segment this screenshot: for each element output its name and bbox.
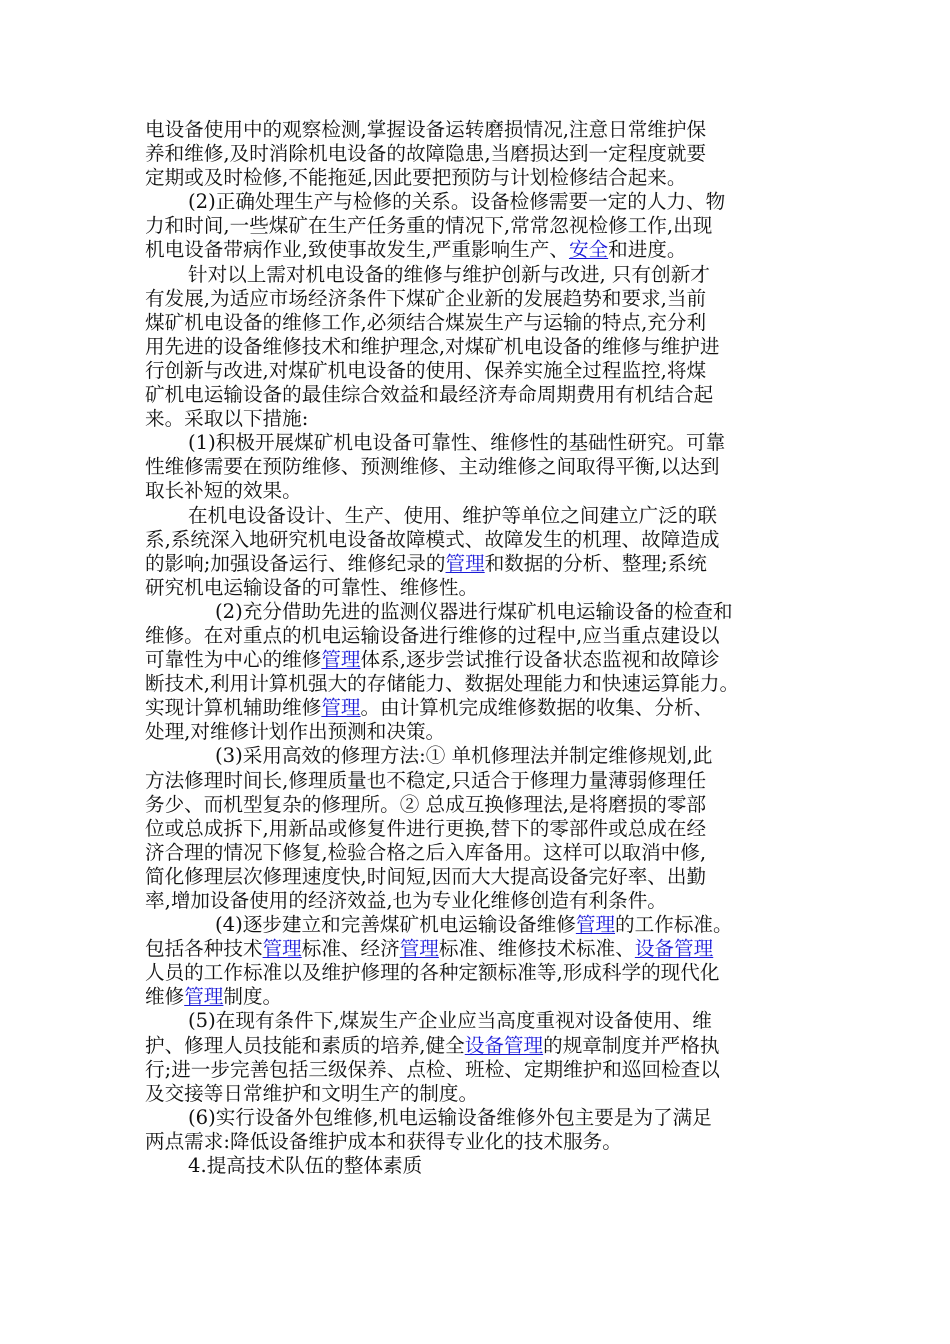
text-line [145,238,813,262]
text-segment: (1)积极开展煤矿机电设备可靠性、维修性的基础性研究。可靠 [188,431,726,455]
text-segment: 标准、经济 [301,937,400,961]
text-segment: 率,增加设备使用的经济效益,也为专业化维修创造有利条件。 [145,889,667,912]
text-line [145,383,813,407]
text-segment: 来。采取以下措施: [145,407,309,431]
text-segment: 养和维修,及时消除机电设备的故障隐患,当磨损达到一定程度就要 [145,142,707,166]
text-segment: 针对以上需对机电设备的维修与维护创新与改进, 只有创新才 [188,262,710,286]
text-segment: 矿机电运输设备的最佳综合效益和最经济寿命周期费用有机结合起 [145,383,714,407]
text-segment: 行;进一步完善包括三级保养、点检、班检、定期维护和巡回检查以 [145,1057,720,1081]
text-segment: 性维修需要在预防维修、预测维修、主动维修之间取得平衡,以达到 [145,455,720,479]
text-line [145,937,813,961]
text-line [145,744,813,768]
text-line [145,817,813,841]
text-segment: 维修 [145,985,185,1009]
inline-link[interactable]: 管理 [321,696,361,720]
text-line [145,841,813,865]
text-line [145,214,813,238]
text-line [145,1009,813,1033]
text-line [145,528,813,552]
inline-link[interactable]: 管理 [262,937,302,961]
text-segment: 处理,对维修计划作出预测和决策。 [145,720,446,744]
text-segment: 体系,逐步尝试推行设备状态监视和故障诊 [360,648,720,672]
text-line [145,624,813,648]
text-line [145,696,813,720]
text-segment: 研究机电运输设备的可靠性、维修性。 [145,575,479,599]
text-segment: 的工作标准。 [615,913,733,937]
text-segment: (5)在现有条件下,煤炭生产企业应当高度重视对设备使用、维 [188,1009,712,1033]
text-segment: 和进度。 [608,238,687,262]
text-line [145,600,813,624]
text-segment: 电设备使用中的观察检测,掌握设备运转磨损情况,注意日常维护保 [145,118,707,141]
text-line [145,190,813,214]
text-segment: 济合理的情况下修复,检验合格之后入库备用。这样可以取消中修, [145,840,707,864]
text-line [145,552,813,576]
text-line [145,142,813,166]
inline-link[interactable]: 安全 [568,238,609,262]
inline-link[interactable]: 管理 [399,937,439,961]
text-segment: 维修。在对重点的机电运输设备进行维修的过程中,应当重点建设以 [145,623,720,647]
text-segment: 断技术,利用计算机强大的存储能力、数据处理能力和快速运算能力。 [145,672,740,696]
text-line [145,311,813,335]
text-line [145,1106,813,1130]
text-line [145,504,813,528]
text-segment: 务少、而机型复杂的修理所。② 总成互换修理法,是将磨损的零部 [145,792,707,816]
text-line [145,648,813,672]
inline-link[interactable]: 管理 [321,648,361,672]
text-line [145,576,813,600]
text-line [145,287,813,311]
inline-link[interactable]: 管理 [184,985,224,1009]
text-line [145,359,813,383]
text-line [145,961,813,985]
text-segment: 力和时间,一些煤矿在生产任务重的情况下,常常忽视检修工作,出现 [145,214,713,238]
inline-link[interactable]: 设备管理 [464,1033,544,1057]
text-line [145,335,813,359]
text-line [145,672,813,696]
text-line [145,1058,813,1082]
text-segment: 人员的工作标准以及维护修理的各种定额标准等,形成科学的现代化 [145,961,720,985]
text-segment: 机电设备带病作业,致使事故发生,严重影响生产、 [145,238,569,262]
text-segment: (2)正确处理生产与检修的关系。设备检修需要一定的人力、物 [188,190,726,214]
text-segment: 位或总成拆下,用新品或修复件进行更换,替下的零部件或总成在经 [145,816,707,840]
text-segment: 简化修理层次修理速度快,时间短,因而大大提高设备完好率、出勤 [145,864,707,888]
text-line [145,455,813,479]
text-segment: 标准、维修技术标准、 [438,937,635,961]
text-segment: (3)采用高效的修理方法:① 单机修理法并制定维修规划,此 [215,744,713,768]
text-line [145,793,813,817]
text-segment: 包括各种技术 [145,937,263,961]
text-line [145,263,813,287]
text-segment: 取长补短的效果。 [145,479,302,503]
text-segment: 的影响;加强设备运行、维修纪录的 [145,551,446,575]
text-segment: 定期或及时检修,不能拖延,因此要把预防与计划检修结合起来。 [145,166,687,190]
text-line [145,769,813,793]
text-segment: 实现计算机辅助维修 [145,696,322,720]
text-line [145,407,813,431]
text-segment: (2)充分借助先进的监测仪器进行煤矿机电运输设备的检查和 [215,599,733,623]
text-segment: (6)实行设备外包维修,机电运输设备维修外包主要是为了满足 [188,1105,712,1129]
text-segment: 护、修理人员技能和素质的培养,健全 [145,1033,465,1057]
text-line [145,1130,813,1154]
text-line [145,1082,813,1106]
text-line [145,431,813,455]
text-segment: 可靠性为中心的维修 [145,648,322,672]
text-segment: 煤矿机电设备的维修工作,必须结合煤炭生产与运输的特点,充分利 [145,310,707,334]
text-segment: 在机电设备设计、生产、使用、维护等单位之间建立广泛的联 [188,503,718,527]
text-line [145,166,813,190]
text-segment: 制度。 [223,985,283,1009]
text-line [145,1034,813,1058]
text-segment: (4)逐步建立和完善煤矿机电运输设备维修 [215,913,576,937]
inline-link[interactable]: 设备管理 [634,937,714,961]
text-segment: 系,系统深入地研究机电设备故障模式、故障发生的机理、故障造成 [145,527,720,551]
text-segment: 及交接等日常维护和文明生产的制度。 [145,1081,479,1105]
text-line [145,889,813,913]
text-segment: 。由计算机完成维修数据的收集、分析、 [360,696,714,720]
text-segment: 方法修理时间长,修理质量也不稳定,只适合于修理力量薄弱修理任 [145,768,707,792]
text-segment: 行创新与改进,对煤矿机电设备的使用、保养实施全过程监控,将煤 [145,358,707,382]
text-line [145,1154,813,1178]
inline-link[interactable]: 管理 [445,551,485,575]
text-segment: 有发展,为适应市场经济条件下煤矿企业新的发展趋势和要求,当前 [145,286,707,310]
text-line [145,479,813,503]
document-body-text [145,118,813,1178]
text-segment: 和数据的分析、整理;系统 [484,551,707,575]
text-line [145,985,813,1009]
text-segment: 两点需求:降低设备维护成本和获得专业化的技术服务。 [145,1129,622,1153]
text-segment: 4.提高技术队伍的整体素质 [188,1154,423,1178]
inline-link[interactable]: 管理 [575,913,616,937]
text-segment: 的规章制度并严格执 [543,1033,720,1057]
text-line [145,118,813,142]
text-segment: 用先进的设备维修技术和维护理念,对煤矿机电设备的维修与维护进 [145,334,720,358]
text-line [145,865,813,889]
text-line [145,913,813,937]
text-line [145,720,813,744]
